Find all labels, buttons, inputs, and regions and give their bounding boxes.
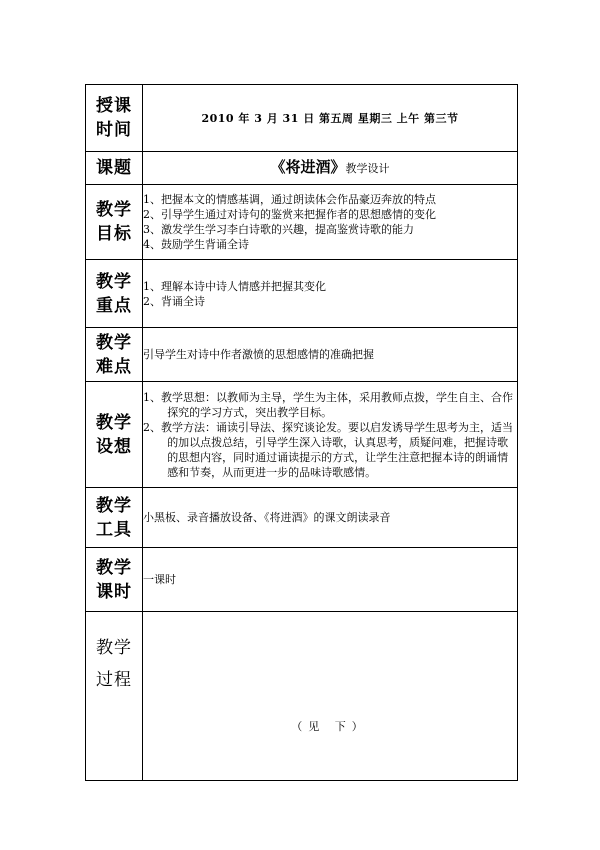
time-label-line2: 时间	[96, 120, 132, 140]
time-label	[86, 85, 143, 152]
row-process	[86, 612, 518, 781]
keypoint-item: 2、背诵全诗	[143, 294, 205, 308]
tools-label	[86, 488, 143, 548]
goal-item: 1、把握本文的情感基调，通过朗读体会作品豪迈奔放的特点	[143, 193, 436, 206]
concept-label-line1: 教学	[96, 412, 132, 433]
tools-value: 小黑板、录音播放设备、《将进酒》的课文朗读录音	[143, 488, 518, 548]
time-label-line1: 授课	[96, 96, 132, 116]
hours-label-line1: 教学	[96, 557, 132, 578]
row-goals	[86, 185, 518, 260]
topic-value	[143, 152, 518, 185]
row-time	[86, 85, 518, 152]
concept-item: 1、教学思想：以教师为主导，学生为主体，采用教师点拨，学生自主、合作探究的学习方式，突出教学目标。	[143, 390, 513, 419]
row-hours	[86, 548, 518, 612]
hours-label-line2: 课时	[96, 581, 132, 602]
hours-label	[86, 548, 143, 612]
goals-label-line2: 目标	[96, 224, 132, 244]
keypoints-label-line1: 教学	[96, 271, 132, 292]
goals-label	[86, 185, 143, 260]
goals-list	[143, 192, 517, 252]
keypoints-value	[143, 260, 518, 328]
topic-suffix: 教学设计	[345, 162, 390, 175]
process-value: （见 下）	[143, 612, 518, 781]
row-difficulty	[86, 328, 518, 382]
process-label-line2: 过程	[96, 670, 132, 690]
tools-label-line1: 教学	[96, 495, 132, 516]
row-topic	[86, 152, 518, 185]
concept-label	[86, 382, 143, 488]
concept-list	[143, 390, 517, 480]
keypoints-label	[86, 260, 143, 328]
goals-label-line1: 教学	[96, 200, 132, 220]
time-value: 2010 年 3 月 31 日 第五周 星期三 上午 第三节	[143, 85, 518, 152]
goal-item: 2、引导学生通过对诗句的鉴赏来把握作者的思想感情的变化	[143, 208, 436, 221]
difficulty-label	[86, 328, 143, 382]
keypoint-item: 1、理解本诗中诗人情感并把握其变化	[143, 279, 326, 293]
difficulty-value: 引导学生对诗中作者激愤的思想感情的准确把握	[143, 328, 518, 382]
goal-item: 3、激发学生学习李白诗歌的兴趣，提高鉴赏诗歌的能力	[143, 223, 414, 236]
keypoints-list	[143, 279, 517, 309]
lesson-plan-table	[85, 84, 518, 781]
keypoints-label-line2: 重点	[96, 295, 132, 316]
tools-label-line2: 工具	[96, 519, 132, 540]
process-label	[86, 612, 143, 781]
row-concept	[86, 382, 518, 488]
goal-item: 4、鼓励学生背诵全诗	[143, 238, 249, 251]
hours-value: 一课时	[143, 548, 518, 612]
concept-label-line2: 设想	[96, 436, 132, 457]
concept-value	[143, 382, 518, 488]
process-label-line1: 教学	[96, 638, 132, 658]
goals-value	[143, 185, 518, 260]
concept-item: 2、教学方法：诵读引导法、探究谈论发。要以启发诱导学生思考为主，适当的加以点拨总结，引导学生深入诗歌，认真思考，质疑问难，把握诗歌的思想内容，同时通过诵读提示的方式，让学生注意把握本诗的朗诵情感和节奏，从而更进一步的品味诗歌感情。	[143, 420, 513, 479]
row-tools	[86, 488, 518, 548]
difficulty-label-line1: 教学	[96, 332, 132, 353]
topic-label: 课题	[86, 152, 143, 185]
topic-work-title: 《将进酒》	[270, 158, 346, 176]
difficulty-label-line2: 难点	[96, 356, 132, 377]
row-keypoints	[86, 260, 518, 328]
